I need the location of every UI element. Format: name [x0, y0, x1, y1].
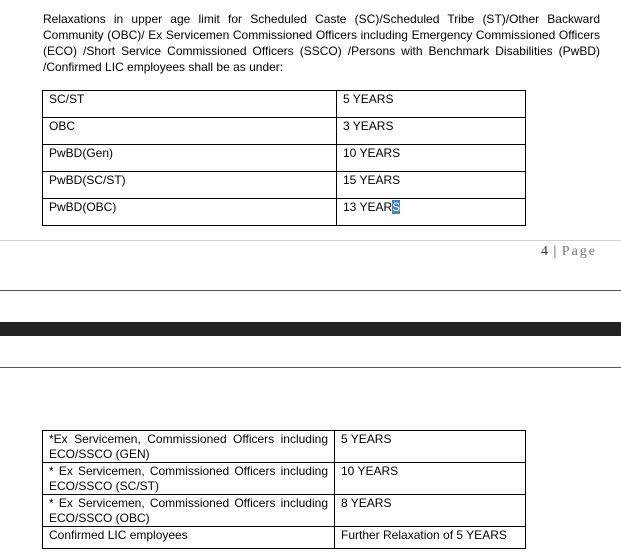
category-cell: PwBD(SC/ST)	[43, 172, 337, 199]
category-cell: SC/ST	[43, 91, 337, 118]
page-label: Page	[561, 244, 597, 259]
table-row	[43, 199, 526, 226]
category-cell: * Ex Servicemen, Commissioned Officers including ECO/SSCO (OBC)	[43, 495, 335, 527]
category-cell: Confirmed LIC employees	[43, 527, 335, 549]
category-cell: PwBD(Gen)	[43, 145, 337, 172]
page-number-separator: |	[553, 244, 558, 259]
table-row	[43, 91, 526, 118]
relaxation-cell: 10 YEARS	[335, 463, 526, 495]
relaxation-cell: 3 YEARS	[337, 118, 526, 145]
table-row	[43, 145, 526, 172]
category-cell: * Ex Servicemen, Commissioned Officers including ECO/SSCO (SC/ST)	[43, 463, 335, 495]
page-number	[541, 244, 597, 260]
relaxation-cell: Further Relaxation of 5 YEARS	[335, 527, 526, 549]
relaxation-text[interactable]: 13 YEAR	[343, 200, 393, 214]
table-row	[43, 495, 526, 527]
selected-text-highlight[interactable]: S	[392, 200, 401, 214]
category-cell: OBC	[43, 118, 337, 145]
table-row	[43, 463, 526, 495]
page-break-top-border	[0, 290, 621, 291]
category-cell: *Ex Servicemen, Commissioned Officers including ECO/SSCO (GEN)	[43, 431, 335, 463]
table-row	[43, 172, 526, 199]
page-footer-divider	[0, 240, 621, 241]
intro-paragraph: Relaxations in upper age limit for Scheduled Caste (SC)/Scheduled Tribe (ST)/Other Backward Community (OBC)/ Ex Servicemen Commissioned Officers including Emergency Commissioned Officers (ECO) /Short Service Commissioned Officers (SSCO) /Persons with Benchmark Disabilities (PwBD) /Confirmed LIC employees shall be as under:	[43, 12, 600, 74]
relaxation-cell: 5 YEARS	[335, 431, 526, 463]
table-row	[43, 431, 526, 463]
relaxation-cell: 10 YEARS	[337, 145, 526, 172]
page-number-value: 4	[540, 244, 549, 259]
ex-servicemen-relaxation-table	[42, 430, 526, 549]
table-row	[43, 118, 526, 145]
age-relaxation-table	[42, 90, 526, 226]
relaxation-cell: 15 YEARS	[337, 172, 526, 199]
relaxation-cell: 5 YEARS	[337, 91, 526, 118]
category-cell: PwBD(OBC)	[43, 199, 337, 226]
relaxation-cell: 8 YEARS	[335, 495, 526, 527]
relaxation-cell[interactable]	[337, 199, 526, 226]
page-break-separator	[0, 322, 621, 336]
table-row	[43, 527, 526, 549]
page-break-bottom-border	[0, 367, 621, 368]
